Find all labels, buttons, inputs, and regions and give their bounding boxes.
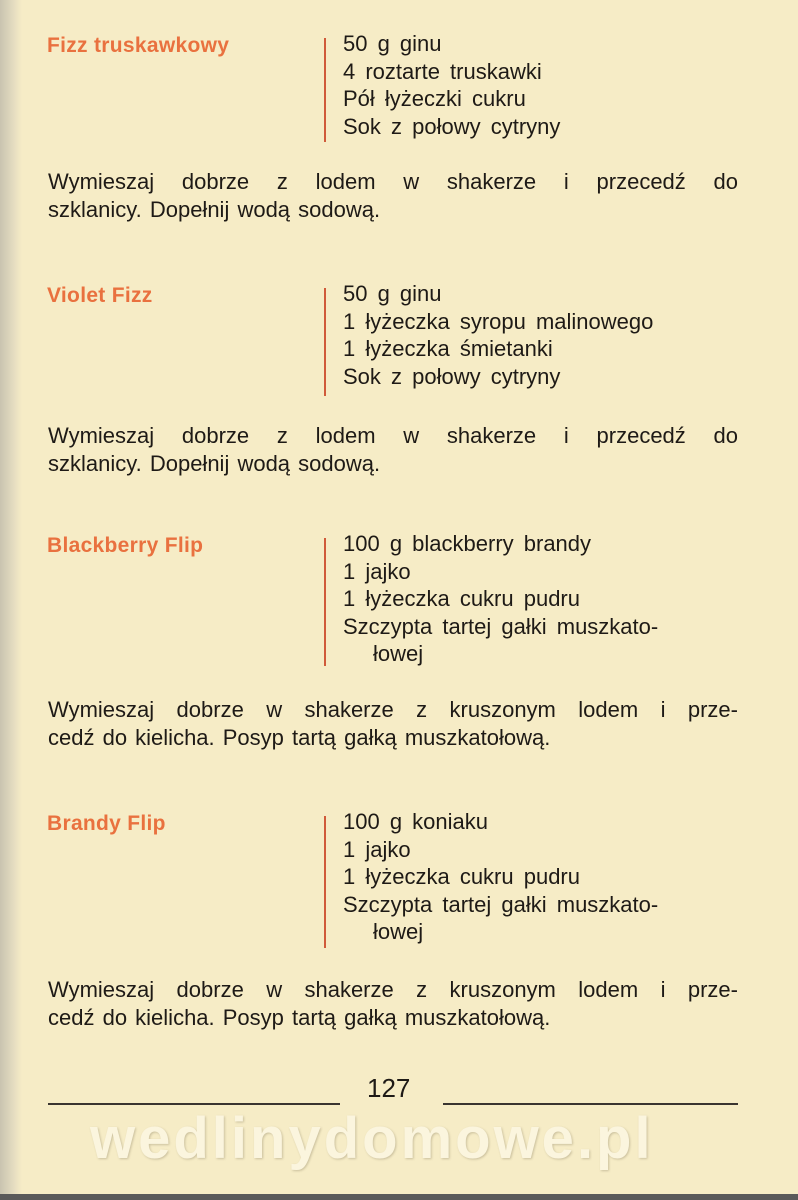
ingredient: 4 roztarte truskawki bbox=[343, 58, 542, 84]
ingredient: 100 g koniaku bbox=[343, 809, 488, 834]
instructions bbox=[48, 696, 738, 751]
divider bbox=[324, 288, 326, 396]
ingredient: Sok z połowy cytryny bbox=[343, 363, 561, 389]
ingredient: 50 g ginu bbox=[343, 31, 442, 56]
ingredient: 1 jajko bbox=[343, 836, 411, 862]
instructions bbox=[48, 976, 738, 1031]
scan-bottom-edge bbox=[0, 1194, 798, 1200]
recipe-title: Blackberry Flip bbox=[47, 534, 204, 557]
recipe-title: Fizz truskawkowy bbox=[47, 34, 230, 57]
ingredient: 1 łyżeczka cukru pudru bbox=[343, 864, 580, 890]
divider bbox=[324, 816, 326, 948]
ingredient: 1 łyżeczka cukru pudru bbox=[343, 586, 580, 612]
page-edge-shadow bbox=[0, 0, 22, 1200]
watermark: wedlinydomowe.pl bbox=[90, 1106, 654, 1171]
ingredient-list bbox=[343, 280, 653, 390]
ingredient-list bbox=[343, 30, 560, 140]
instruction-line: szklanicy. Dopełnij wodą sodową. bbox=[48, 450, 381, 476]
ingredient-continuation: łowej bbox=[373, 641, 424, 667]
instruction-line: Wymieszaj dobrze w shakerze z kruszonym lodem i prze- bbox=[48, 977, 738, 1002]
footer-rule-left bbox=[48, 1103, 340, 1105]
recipe-title: Violet Fizz bbox=[47, 284, 153, 307]
ingredient: 1 łyżeczka syropu malinowego bbox=[343, 308, 654, 334]
footer-rule-right bbox=[443, 1103, 738, 1105]
ingredient: 1 łyżeczka śmietanki bbox=[343, 336, 553, 362]
page-number: 127 bbox=[367, 1073, 411, 1103]
divider bbox=[324, 538, 326, 666]
ingredient: Sok z połowy cytryny bbox=[343, 113, 561, 139]
ingredient-list bbox=[343, 808, 658, 946]
instruction-line: Wymieszaj dobrze z lodem w shakerze i przecedź do bbox=[48, 423, 738, 448]
ingredient: 100 g blackberry brandy bbox=[343, 531, 592, 556]
instruction-line: Wymieszaj dobrze w shakerze z kruszonym lodem i prze- bbox=[48, 697, 738, 722]
instruction-line: Wymieszaj dobrze z lodem w shakerze i przecedź do bbox=[48, 169, 738, 194]
instruction-line: cedź do kielicha. Posyp tartą gałką muszkatołową. bbox=[48, 724, 551, 750]
ingredient: 50 g ginu bbox=[343, 281, 442, 306]
ingredient: Pół łyżeczki cukru bbox=[343, 86, 526, 112]
divider bbox=[324, 38, 326, 142]
instructions bbox=[48, 422, 738, 477]
ingredient: Szczypta tartej gałki muszkato- bbox=[343, 891, 659, 917]
instructions bbox=[48, 168, 738, 223]
ingredient: 1 jajko bbox=[343, 558, 411, 584]
ingredient-list bbox=[343, 530, 658, 668]
ingredient-continuation: łowej bbox=[373, 919, 424, 945]
recipe-title: Brandy Flip bbox=[47, 812, 166, 835]
ingredient: Szczypta tartej gałki muszkato- bbox=[343, 613, 659, 639]
instruction-line: cedź do kielicha. Posyp tartą gałką muszkatołową. bbox=[48, 1004, 551, 1030]
instruction-line: szklanicy. Dopełnij wodą sodową. bbox=[48, 196, 381, 222]
